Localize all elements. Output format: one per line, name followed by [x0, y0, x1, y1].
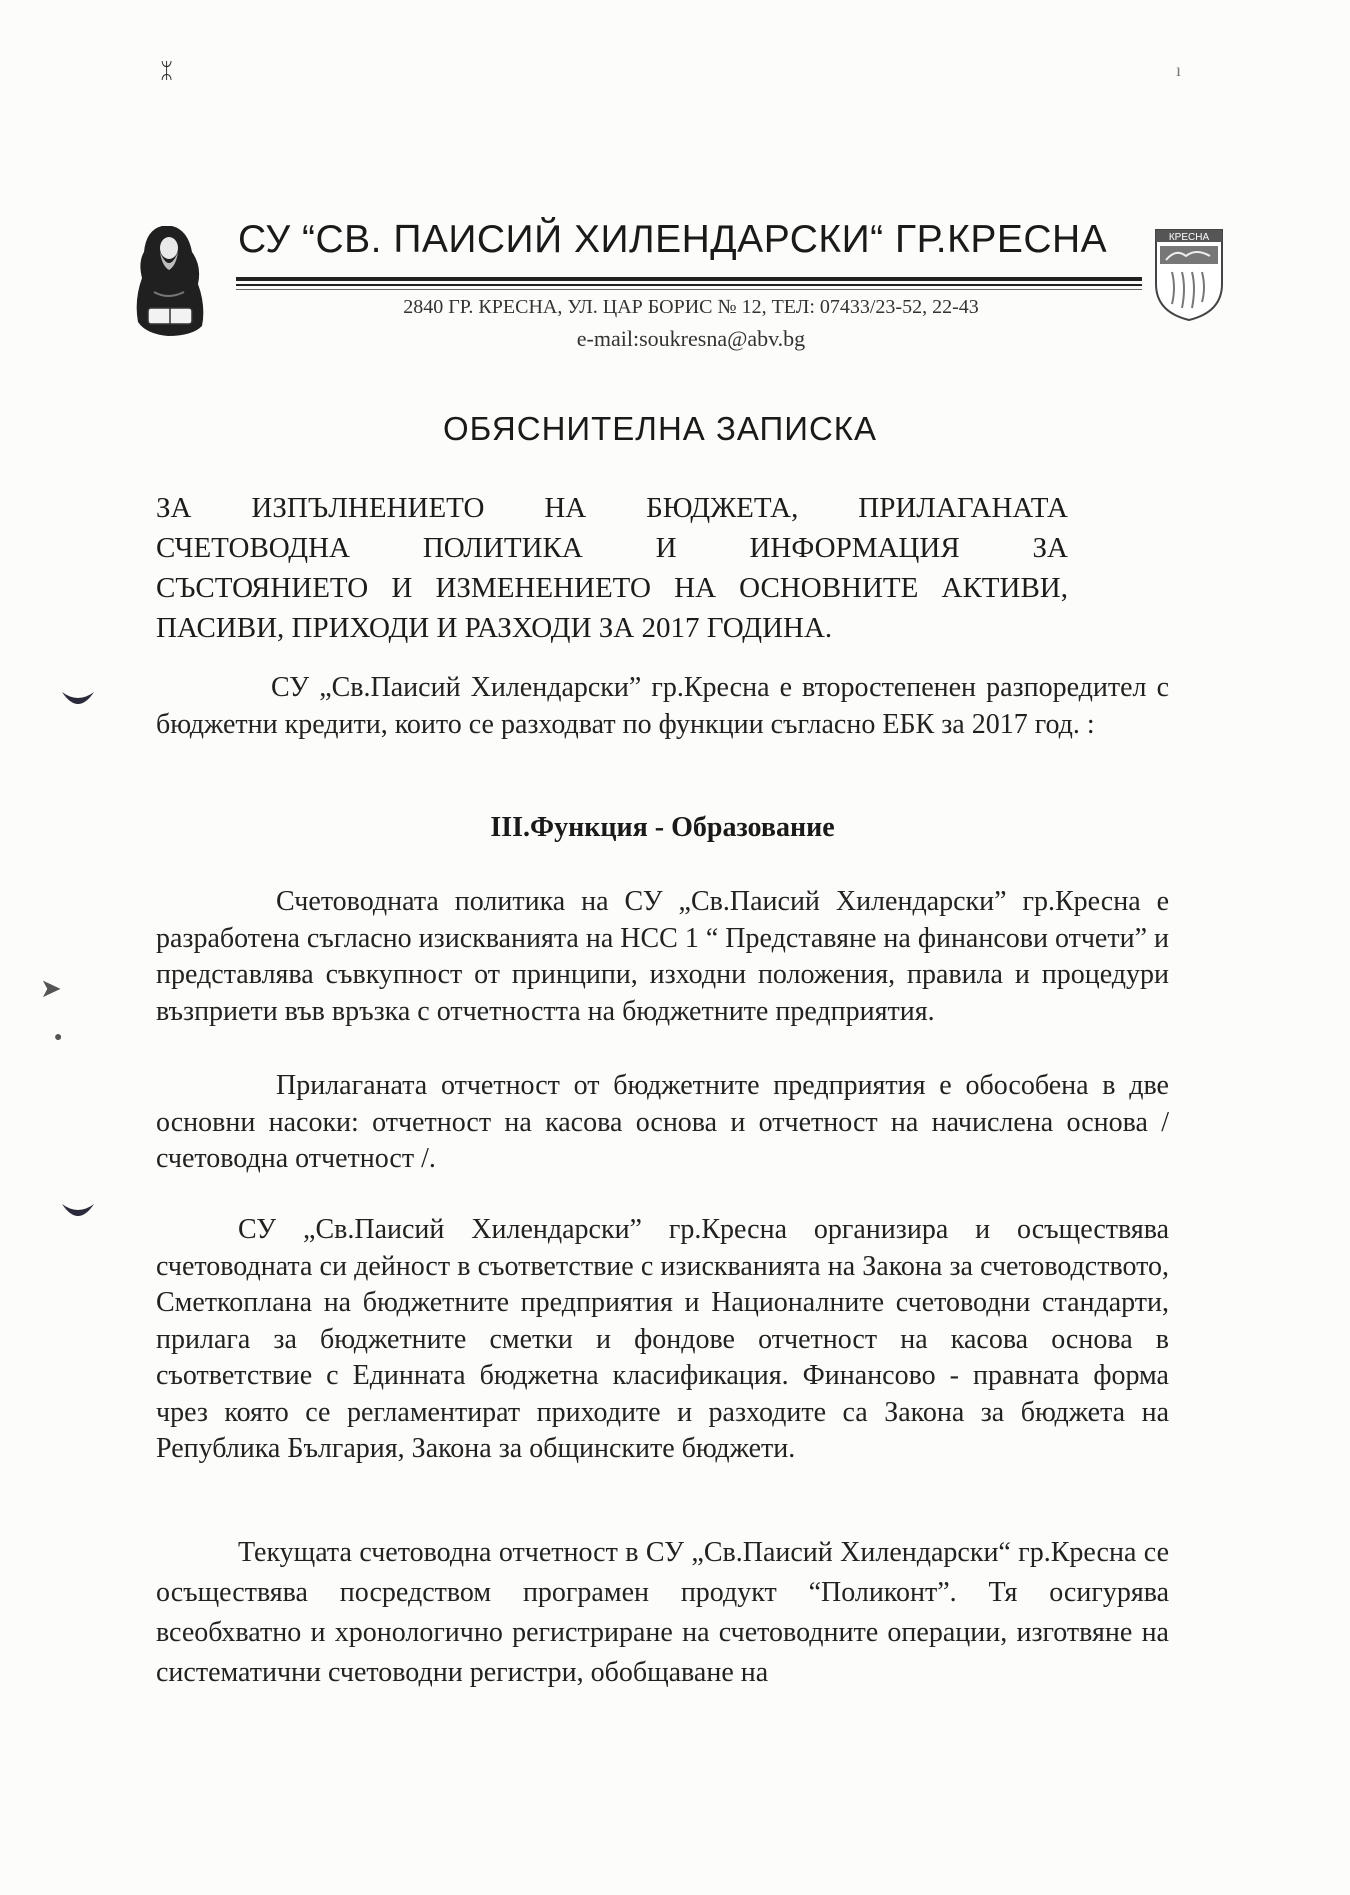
punch-hole-icon: [58, 686, 98, 712]
scan-mark: ᛯ: [160, 58, 174, 83]
subtitle-line: ПАСИВИ, ПРИХОДИ И РАЗХОДИ ЗА 2017 ГОДИНА.: [156, 612, 833, 644]
crest-label: КРЕСНА: [1168, 232, 1210, 243]
body-paragraph: Прилаганата отчетност от бюджетните предприятия е обособена в две основни насоки: отчетност на касова основа и отчетност на начислена основа / счетоводна отчетност /.: [156, 1070, 1169, 1174]
school-email: e-mail:soukresna@abv.bg: [576, 326, 806, 351]
scan-mark: ●: [54, 1030, 63, 1045]
body-paragraph: Счетоводната политика на СУ „Св.Паисий Хилендарски” гр.Кресна е разработена съгласно изискванията на НСС 1 “ Представяне на финансови отчети” и представлява съвкупност от принципи, изходни положения, правила и процедури възприети във връзка с отчетността на бюджетните предприятия.: [156, 886, 1169, 1027]
saint-paisius-logo-icon: [132, 222, 208, 345]
school-name: СУ “СВ. ПАИСИЙ ХИЛЕНДАРСКИ“ ГР.КРЕСНА: [238, 218, 1108, 261]
header-rule: [236, 277, 1142, 281]
header-rule: [236, 289, 1142, 290]
scan-mark: ➤: [40, 974, 62, 1003]
subtitle-line: ЗА ИЗПЪЛНЕНИЕТО НА БЮДЖЕТА, ПРИЛАГАНАТА: [156, 492, 1068, 524]
intro-paragraph: СУ „Св.Паисий Хилендарски” гр.Кресна е второстепенен разпоредител с бюджетни кредити, които се разходват по функции съгласно ЕБК за 2017 год. :: [156, 672, 1169, 740]
section-heading: III.Функция - Образование: [490, 812, 835, 843]
school-address: 2840 ГР. КРЕСНА, УЛ. ЦАР БОРИС № 12, ТЕЛ: 07433/23-52, 22-43: [403, 296, 979, 318]
subtitle-line: СЧЕТОВОДНА ПОЛИТИКА И ИНФОРМАЦИЯ ЗА: [156, 532, 1068, 564]
subtitle-line: СЪСТОЯНИЕТО И ИЗМЕНЕНИЕТО НА ОСНОВНИТЕ АКТИВИ,: [156, 572, 1068, 604]
header-rule: [236, 284, 1142, 286]
document-title: ОБЯСНИТЕЛНА ЗАПИСКА: [442, 410, 878, 447]
body-paragraph: СУ „Св.Паисий Хилендарски” гр.Кресна организира и осъществява счетоводната си дейност в съответствие с изискванията на Закона за счетоводството, Сметкоплана на бюджетните предприятия и Националните счетоводни стандарти, прилага за бюджетните сметки и фондове отчетност на касова основа в съответствие с Единната бюджетна класификация. Финансово - правната форма чрез която се регламентират приходите и разходите са Закона за бюджета на Република България, Закона за общинските бюджети.: [156, 1214, 1169, 1464]
scan-mark: ı: [1176, 60, 1182, 80]
kresna-crest-icon: [1152, 226, 1226, 327]
punch-hole-icon: [58, 1198, 98, 1224]
body-paragraph: Текущата счетоводна отчетност в СУ „Св.Паисий Хилендарски“ гр.Кресна се осъществява посредством програмен продукт “Поликонт”. Тя осигурява всеобхватно и хронологично регистриране на счетоводните операции, изготвяне на систематични счетоводни регистри, обобщаване на: [156, 1537, 1169, 1688]
